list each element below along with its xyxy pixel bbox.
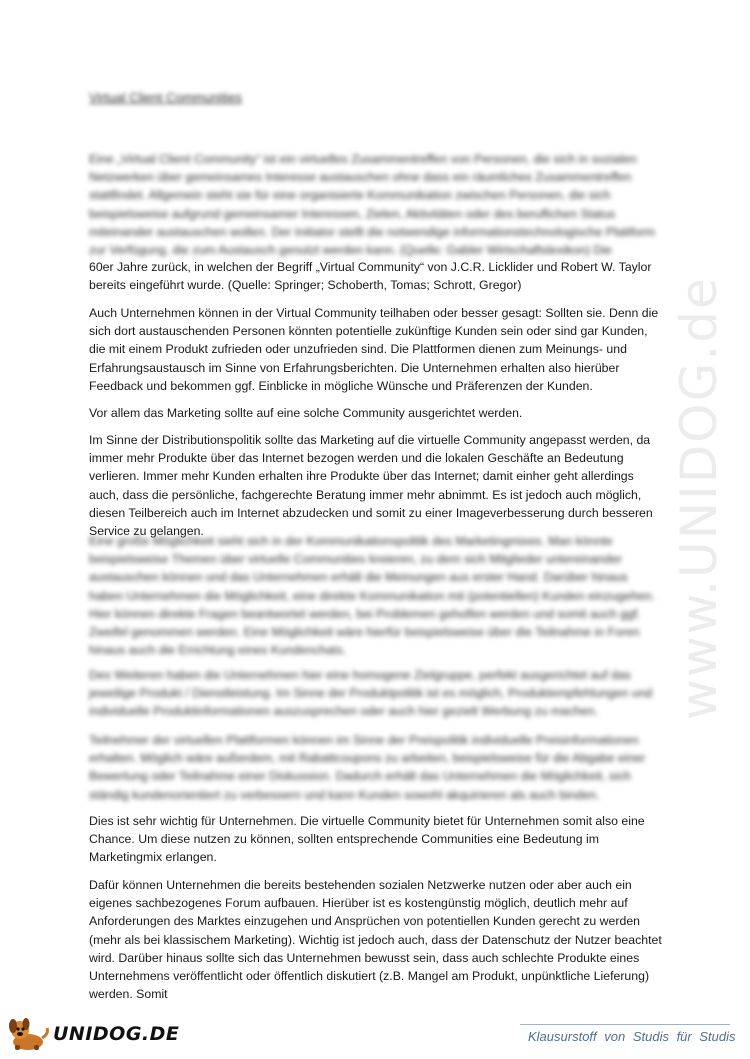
paragraph-intro-blurred: Eine „Virtual Client Community“ ist ein virtuelles Zusammentreffen von Personen, die sich in sozialen Netzwerken über gemeinsames Interesse austauschen ohne dass ein räumliches Zusammentreffen stattfindet. Allgemein steht sie für eine organisierte Kommunikation zwischen Personen, die sich beispielsweise aufgrund gemeinsamer Interessen, Zielen, Aktivitäten oder des beruflichen Status miteinander austauschen wollen. Der Initiator stellt die notwendige informationstechnologische Plattform zur Verfügung, die zum Austausch genutzt werden kann. (Quelle: Gabler Wirtschaftslexikon) Die — [89, 152, 655, 258]
logo-text: UNIDOG.DE — [53, 1023, 180, 1045]
paragraph-distribution: Im Sinne der Distributionspolitik sollte das Marketing auf die virtuelle Community angepasst werden, da immer mehr Produkte über das Internet bezogen werden und die lokalen Geschäfte an Bedeutung verlieren. Immer mehr Kunden erhalten ihre Produkte über das Internet; damit einher geht allerdings auch, dass die persönliche, fachgerechte Beratung immer mehr abnimmt. Es ist jedoch auch möglich, diesen Teilbereich auch im Internet abzudecken und somit zu einer Imageverbesserung durch besseren Service zu gelangen. — [89, 433, 653, 539]
unidog-logo — [6, 1016, 179, 1052]
paragraph-intro-line-1: 60er Jahre zurück, in welchen der Begriff „Virtual Community“ von J.C.R. Licklider und Robert W. Taylor — [89, 260, 652, 274]
paragraph-price-blurred: Teilnehmer der virtuellen Plattformen können im Sinne der Preispolitik individuelle Preisinformationen erhalten. Möglich wäre außerdem, mit Rabattcoupons zu arbeiten, beispielsweise für die Abgabe einer Bewertung oder Teilnahme einer Diskussion. Dadurch erhält das Unternehmen die Möglichkeit, sich ständig kundenorientiert zu verbessern und kann Kunden sowohl akquirieren als auch binden. — [89, 733, 646, 802]
footer-divider — [520, 1024, 730, 1025]
page-title: Virtual Client Communities — [89, 90, 242, 105]
paragraph-marketing: Vor allem das Marketing sollte auf eine solche Community ausgerichtet werden. — [89, 406, 523, 420]
paragraph-companies: Auch Unternehmen können in der Virtual Community teilhaben oder besser gesagt: Sollten sie. Denn die sich dort austauschenden Personen könnten potentielle zukünftige Kunden sein oder sind gar Kunden, die mit einem Produkt zufrieden oder unzufrieden sind. Die Plattformen dienen zum Meinungs- und Erfahrungsaustausch im Sinne von Erfahrungsberichten. Die Unternehmen erhalten also hierüber Feedback und bekommen ggf. Einblicke in mögliche Wünsche und Präferenzen der Kunden. — [89, 306, 659, 393]
watermark: www.UNIDOG.de — [670, 276, 728, 720]
paragraph-forum: Dafür können Unternehmen die bereits bestehenden sozialen Netzwerke nutzen oder aber auch ein eigenes sachbezogenes Forum aufbauen. Hierüber ist es kostengünstig möglich, deutlich mehr auf Anforderungen des Marktes einzugehen und Ansprüchen von potentiellen Kunden gerecht zu werden (mehr als bei klassischem Marketing). Wichtig ist jedoch auch, dass der Datenschutz der Nutzer beachtet wird. Darüber hinaus sollte sich das Unternehmen bewusst sein, dass auch schlechte Produkte eines Unternehmens veröffentlicht oder öffentlich diskutiert (z.B. Mangel am Produkt, unpünktliche Lieferung) werden. Somit — [89, 878, 662, 1002]
paragraph-communication-blurred: Eine große Möglichkeit sieht sich in der Kommunikationspolitik des Marketingmixes. Man könnte beispielsweise Themen über virtuelle Communities kreieren, zu dem sich Mitglieder untereinander austauschen können und das Unternehmen erhält die Meinungen aus erster Hand. Darüber hinaus haben Unternehmen die Möglichkeit, eine direkte Kommunikation mit (potentiellen) Kunden einzugehen. Hier können direkte Fragen beantwortet werden, bei Problemen geholfen werden und somit auch ggf. Zweifel genommen werden. Eine Möglichkeit wäre hierfür beispielsweise über die Teilnahme in Foren hinaus auch die Errichtung eines Kundenchats. — [89, 534, 655, 658]
dog-mascot-icon — [6, 1016, 50, 1052]
paragraph-chance: Dies ist sehr wichtig für Unternehmen. Die virtuelle Community bietet für Unternehmen somit also eine Chance. Um diese nutzen zu können, sollten entsprechende Communities eine Bedeutung im Marketingmix erlangen. — [89, 814, 645, 865]
paragraph-product-blurred: Des Weiteren haben die Unternehmen hier eine homogene Zielgruppe, perfekt ausgerichtet auf das jeweilige Produkt / Dienstleistung. Im Sinne der Produktpolitik ist es möglich, Produktempfehlungen und individuelle Produktinformationen auszusprechen oder auch hier gezielt Werbung zu machen. — [89, 668, 653, 719]
footer-slogan: Klausurstoff von Studis für Studis — [528, 1029, 736, 1044]
paragraph-intro-line-2: bereits eingeführt wurde. (Quelle: Springer; Schoberth, Tomas; Schrott, Gregor) — [89, 278, 522, 292]
